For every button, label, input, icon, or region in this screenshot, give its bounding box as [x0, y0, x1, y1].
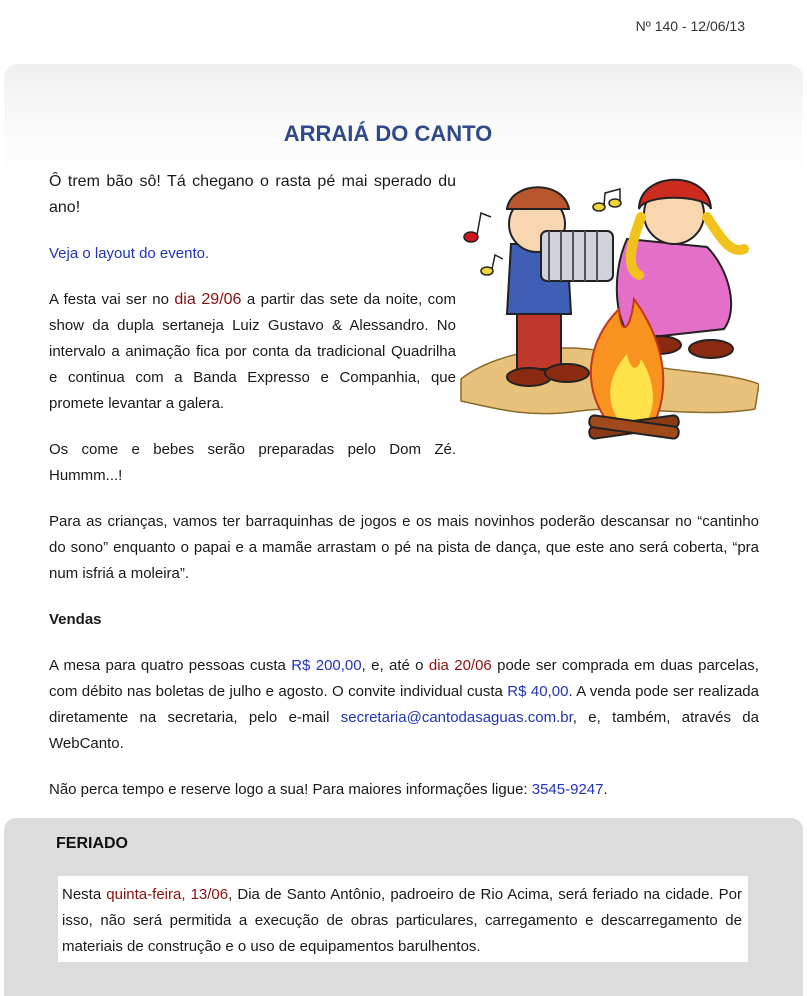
phone-number[interactable]: 3545-9247 [531, 781, 604, 798]
vendas-heading: Vendas [49, 611, 102, 628]
article-body [49, 169, 759, 812]
music-note-icon-2 [481, 255, 503, 275]
deadline-date: dia 20/06 [428, 657, 492, 674]
price-table: R$ 200,00 [291, 657, 362, 674]
intro-text: Ô trem bão sô! Tá chegano o rasta pé mai sperado du ano! [49, 173, 456, 216]
layout-link[interactable]: Veja o layout do evento. [49, 245, 210, 262]
email-link[interactable]: secretaria@cantodasaguas.com.br [340, 709, 573, 726]
issue-number: Nº 140 - 12/06/13 [635, 18, 745, 34]
article-title: ARRAIÁ DO CANTO [283, 121, 493, 146]
feriado-title: FERIADO [56, 835, 128, 852]
feriado-box [58, 876, 748, 962]
music-note-icon [464, 213, 491, 242]
music-note-icon-3 [593, 189, 621, 211]
paragraph-food: Os come e bebes serão preparadas pelo Dom Zé. Hummm...! [49, 441, 456, 484]
paragraph-sales: A mesa para quatro pessoas custa R$ 200,00, e, até o dia 20/06 pode ser comprada em duas parcelas, com débito nas boletas de julho e agosto. O convite individual custa R$ 40,00. A venda pode ser realizada diretamente na secretaria, pelo e-mail secretaria@cantodasaguas.com.br, e, também, através da WebCanto. [49, 657, 759, 752]
feriado-text: Nesta quinta-feira, 13/06, Dia de Santo Antônio, padroeiro de Rio Acima, será feriado na cidade. Por isso, não será permitida a execução de obras particulares, carregamento e descarregamento de materiais de construção e o uso de equipamentos barulhentos. [62, 886, 743, 955]
paragraph-festa: A festa vai ser no dia 29/06 a partir das sete da noite, com show da dupla sertaneja Luiz Gustavo & Alessandro. No intervalo a animação fica por conta da tradicional Quadrilha e continua com a Banda Expresso e Companhia, que promete levantar a galera. [49, 291, 456, 412]
price-ticket: R$ 40,00 [507, 683, 569, 700]
event-date: dia 29/06 [174, 291, 242, 308]
paragraph-contact: Não perca tempo e reserve logo a sua! Para maiores informações ligue: 3545-9247. [49, 781, 608, 798]
holiday-date: quinta-feira, 13/06 [106, 886, 229, 903]
festa-junina-illustration [459, 169, 759, 459]
paragraph-children: Para as crianças, vamos ter barraquinhas de jogos e os mais novinhos poderão descansar no “cantinho do sono” enquanto o papai e a mamãe arrastam o pé na pista de dança, que este ano será coberta, “pra num isfriá a moleira”. [49, 513, 759, 582]
